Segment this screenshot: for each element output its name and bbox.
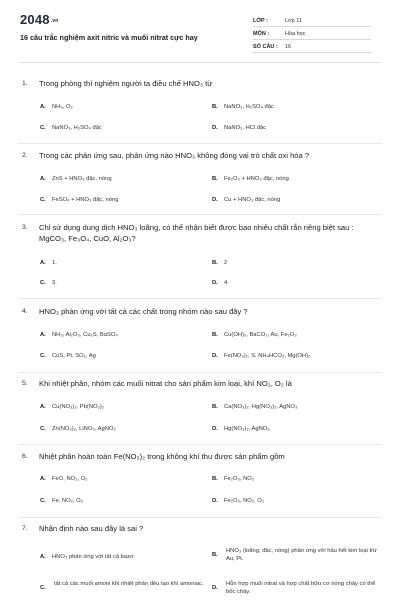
question-divider [18,143,382,144]
option-key: B. [212,404,218,410]
question-number: 3. [22,224,28,231]
question-text: Trong phòng thí nghiệm người ta điều chế HNO₃ từ [39,79,213,88]
meta-divider [253,26,371,27]
question-divider [18,372,382,373]
option-text: FeO, NO₂, O₂ [52,476,88,482]
option-text: 3. [52,280,57,286]
option-text: NH₃, O₂ [52,104,73,110]
option-key: A. [40,332,46,338]
option-key: C. [40,353,46,359]
option-key: A. [40,104,46,110]
option-b[interactable] [212,547,380,563]
option-d[interactable] [212,280,229,286]
question-number: 6. [22,453,28,460]
option-key: D. [212,353,218,359]
option-key: D. [212,197,218,203]
option-key: C. [40,585,46,591]
question-divider [18,517,382,518]
question-number: 5. [22,380,28,387]
option-text: NaNO₃, H₂SO₄ đặc [52,125,102,131]
meta-divider [253,52,371,53]
option-key: B. [212,260,218,266]
option-text: Cu(NO₃)₂, Pb(NO₃)₂ [52,404,105,410]
option-text: FeSO₄ + HNO₃ đặc, nóng [52,197,119,203]
option-c[interactable] [40,580,205,592]
option-d[interactable] [212,498,264,504]
option-key: A. [40,260,46,266]
option-key: B. [212,476,218,482]
option-c[interactable] [40,353,96,359]
meta-divider [253,39,371,40]
option-a[interactable] [40,404,104,410]
option-key: B. [212,104,218,110]
option-key: D. [212,585,218,591]
option-text: Fe(NO₃)₂, S, NH₄HCO₃, Mg(OH)₂ [224,353,311,359]
option-d[interactable] [212,353,310,359]
option-text: 1. [52,260,57,266]
logo-text: 2048 [20,12,50,27]
option-text: Fe, NO₂, O₂ [52,498,83,504]
meta-label: SỐ CÂU : [253,44,278,50]
option-text: Fe₂O₃ + HNO₃ đặc, nóng [224,176,289,182]
question-text: Trong các phản ứng sau, phản ứng nào HNO₃ không đóng vai trò chất oxi hóa ? [39,151,310,160]
option-a[interactable] [40,476,87,482]
question-number: 1. [22,80,28,87]
question-text: Chỉ sử dụng dung dịch HNO₃ loãng, có thể nhận biết được bao nhiêu chất rắn riêng biệt sau : MgCO₃, Fe₃O₄, CuO, Al₂O₃? [39,223,354,243]
option-key: C. [40,280,46,286]
option-d[interactable] [212,197,280,203]
option-c[interactable] [40,125,102,131]
option-key: D. [212,125,218,131]
question-text: Nhiệt phân hoàn toàn Fe(NO₃)₂ trong không khí thu được sản phẩm gồm [39,452,285,461]
question-number: 7. [22,525,28,532]
option-text: Zn(NO₃)₂, LiNO₃, AgNO₃ [52,426,116,432]
option-key: A. [40,404,46,410]
option-text: Fe₂O₃, NO₂ [224,476,255,482]
option-b[interactable] [212,332,297,338]
option-d[interactable] [212,426,270,432]
option-a[interactable] [40,176,112,182]
option-c[interactable] [40,280,57,286]
option-b[interactable] [212,260,227,266]
option-text: NaNO₂, HCl đặc [224,125,267,131]
meta-value: Hóa học [285,31,306,37]
option-text: HNO₃ (loãng, đặc, nóng) phản ứng với hầu hết kim loại trừ Au, Pt. [226,548,377,562]
option-key: A. [40,554,46,560]
option-key: B. [212,332,218,338]
meta-label: LỚP : [253,18,268,24]
option-text: CuS, Pt, SO₂, Ag [52,353,96,359]
option-key: C. [40,125,46,131]
option-key: D. [212,498,218,504]
option-text: tất cả các muối amoni khi nhiệt phân đều tạo khí amoniac. [54,581,204,587]
option-d[interactable] [212,580,380,596]
option-text: NaNO₃, H₂SO₄ đặc [224,104,274,110]
option-a[interactable] [40,332,118,338]
option-b[interactable] [212,104,274,110]
document-header [0,0,400,64]
option-a[interactable] [40,104,73,110]
option-d[interactable] [212,125,266,131]
option-text: ZnS + HNO₃ đặc, nóng [52,176,112,182]
option-key: C. [40,426,46,432]
option-c[interactable] [40,197,118,203]
option-a[interactable] [40,554,205,560]
question-divider [18,444,382,445]
option-key: A. [40,476,46,482]
option-key: C. [40,498,46,504]
option-c[interactable] [40,426,116,432]
question-text: Khi nhiệt phân, nhóm các muối nitrat cho sản phẩm kim loại, khí NO₂, O₂ là [39,379,292,388]
question-number: 2. [22,152,28,159]
option-text: Hỗn hợp muối nitrat và hợp chất hữu cơ nóng chảy có thể bốc cháy. [226,581,376,595]
header-divider [18,62,382,63]
question-divider [18,298,382,299]
option-text: 2 [224,260,228,266]
question-text: Nhận định nào sau đây là sai ? [39,524,144,533]
question-number: 4. [22,308,28,315]
logo-suffix: .vn [50,17,59,24]
option-key: B. [212,176,218,182]
meta-value: Lớp 11 [285,18,302,24]
document-title: 16 câu trắc nghiệm axit nitric và muối nitrat cực hay [20,33,198,42]
option-key: C. [40,197,46,203]
meta-value: 16 [285,44,292,50]
option-key: D. [212,280,218,286]
option-key: A. [40,176,46,182]
site-logo[interactable] [20,12,59,27]
option-b[interactable] [212,404,297,410]
option-text: HNO₃ phản ứng với tất cả bazơ. [52,554,136,560]
option-text: NH₃, Al₂O₃, Cu₂S, BaSO₄ [52,332,118,338]
option-text: 4. [224,280,229,286]
option-b[interactable] [212,476,254,482]
option-text: Ca(NO₃)₂, Hg(NO₃)₂, AgNO₃ [224,404,298,410]
question-divider [18,214,382,215]
option-text: Fe₂O₃, NO₂, O₂ [224,498,265,504]
option-key: B. [212,552,218,558]
option-a[interactable] [40,260,57,266]
option-c[interactable] [40,498,83,504]
option-text: Cu + HNO₃ đặc, nóng [224,197,281,203]
option-key: D. [212,426,218,432]
option-b[interactable] [212,176,289,182]
meta-label: MÔN : [253,31,270,37]
option-text: Hg(NO₃)₂, AgNO₃ [224,426,270,432]
question-text: HNO₃ phản ứng với tất cả các chất trong nhóm nào sau đây ? [39,307,248,316]
option-text: Cu(OH)₂, BaCO₃, Au, Fe₂O₃ [224,332,297,338]
